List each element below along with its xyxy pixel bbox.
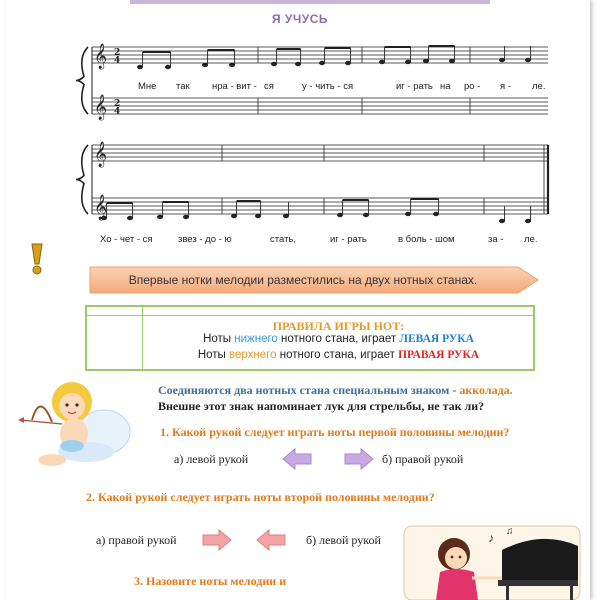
note-head [363, 213, 369, 217]
lyric-syllable: у - чить - ся [302, 81, 354, 92]
arrow-left-icon [256, 528, 286, 552]
rule-right-hand [142, 349, 535, 361]
question-3: 3. Назовите ноты мелодии и [134, 574, 287, 588]
rule-word-lower: нижнего [234, 333, 278, 345]
accolade-brace [76, 145, 88, 214]
note-head [157, 215, 163, 219]
lyric-syllable: так [176, 81, 190, 92]
note-head [229, 63, 235, 67]
q1-option-b[interactable]: б) правой рукой [382, 452, 464, 466]
time-signature-bottom: 4 [114, 107, 121, 117]
rule-text: нотного стана, играет [279, 349, 395, 361]
lyric-syllable: иг - рать [330, 234, 367, 245]
note-head [271, 62, 277, 66]
lyric-syllable: Хо - чет - ся [100, 234, 153, 245]
note-head [499, 219, 505, 223]
time-signature-bottom: 4 [114, 56, 121, 66]
question-2: 2. Какой рукой следует играть ноты второй половины мелодии? [86, 490, 435, 504]
rules-title: ПРАВИЛА ИГРЫ НОТ: [272, 319, 405, 333]
lyric-syllable: ро - [464, 81, 481, 92]
accolade-text: Соединяются два нотных стана специальным знаком - [158, 383, 457, 397]
note-head [255, 214, 261, 218]
accolade-line [158, 383, 513, 398]
note-head [319, 61, 325, 65]
note-head [165, 65, 171, 69]
treble-clef-icon: 𝄞 [94, 95, 108, 120]
note-head [183, 215, 189, 219]
arrow-right-icon [202, 528, 232, 552]
rule-text: Ноты [197, 349, 226, 361]
lyric-syllable: ся [264, 81, 274, 92]
rules-divider-horizontal [87, 315, 533, 316]
note-head [433, 212, 439, 216]
lyric-syllable: за - [488, 234, 504, 245]
exclamation-icon [30, 242, 44, 276]
note-head [423, 59, 429, 63]
note-head [449, 59, 455, 63]
cupid-illustration [12, 372, 142, 472]
pianist-illustration [402, 520, 584, 600]
accolade-term: акколада. [459, 383, 513, 397]
banner-text: Впервые нотки мелодии разместились на двух нотных станах. [128, 273, 478, 287]
time-signature-top: 2 [114, 48, 121, 58]
rule-left-hand [142, 333, 535, 345]
right-hand-label: ПРАВАЯ РУКА [398, 349, 480, 361]
note-head [295, 62, 301, 66]
accolade-brace [76, 47, 88, 114]
treble-clef-icon: 𝄞 [94, 44, 108, 69]
note-head [202, 63, 208, 67]
rules-box [85, 305, 535, 371]
note-head [525, 219, 531, 223]
lyric-syllable: иг - рать [396, 81, 433, 92]
svg-text:♫: ♫ [506, 526, 514, 537]
q2-option-a[interactable]: а) правой рукой [96, 533, 177, 547]
note-head [345, 61, 351, 65]
question-1: 1. Какой рукой следует играть ноты первой половины мелодии? [160, 425, 510, 439]
accolade-question: Внешне этот знак напоминает лук для стрельбы, не так ли? [158, 399, 485, 413]
lyric-syllable: в боль - шом [398, 234, 455, 245]
arrow-left-icon [282, 447, 312, 471]
note-head [231, 214, 237, 218]
svg-text:♪: ♪ [488, 531, 494, 545]
note-head [127, 216, 133, 220]
lyric-syllable: стать, [270, 234, 297, 245]
lyric-syllable: я - [500, 81, 511, 92]
q1-option-a[interactable]: а) левой рукой [174, 452, 249, 466]
note-head [499, 58, 505, 62]
note-head [283, 214, 289, 218]
lyric-syllable: ле. [532, 81, 546, 92]
left-hand-label: ЛЕВАЯ РУКА [399, 333, 474, 345]
q2-option-b[interactable]: б) левой рукой [306, 533, 381, 547]
note-head [137, 65, 143, 69]
lyric-syllable: нра - вит - [212, 81, 257, 92]
music-score [0, 0, 600, 260]
rule-text: Ноты [203, 333, 232, 345]
page-title: Я УЧУСЬ [271, 12, 329, 26]
note-head [337, 213, 343, 217]
rule-text: нотного стана, играет [281, 333, 397, 345]
note-head [379, 60, 385, 64]
treble-clef-icon: 𝄞 [94, 195, 108, 220]
note-head [525, 58, 531, 62]
treble-clef-icon: 𝄞 [94, 142, 108, 167]
note-head [405, 212, 411, 216]
rule-word-upper: верхнего [229, 349, 277, 361]
lyric-syllable: звез - до - ю [178, 234, 232, 245]
time-signature-top: 2 [114, 99, 121, 109]
note-head [405, 60, 411, 64]
lyric-syllable: Мне [138, 81, 157, 92]
lyric-syllable: на [440, 81, 451, 92]
arrow-right-icon [344, 447, 374, 471]
lyric-syllable: ле. [524, 234, 538, 245]
info-banner [88, 265, 540, 295]
